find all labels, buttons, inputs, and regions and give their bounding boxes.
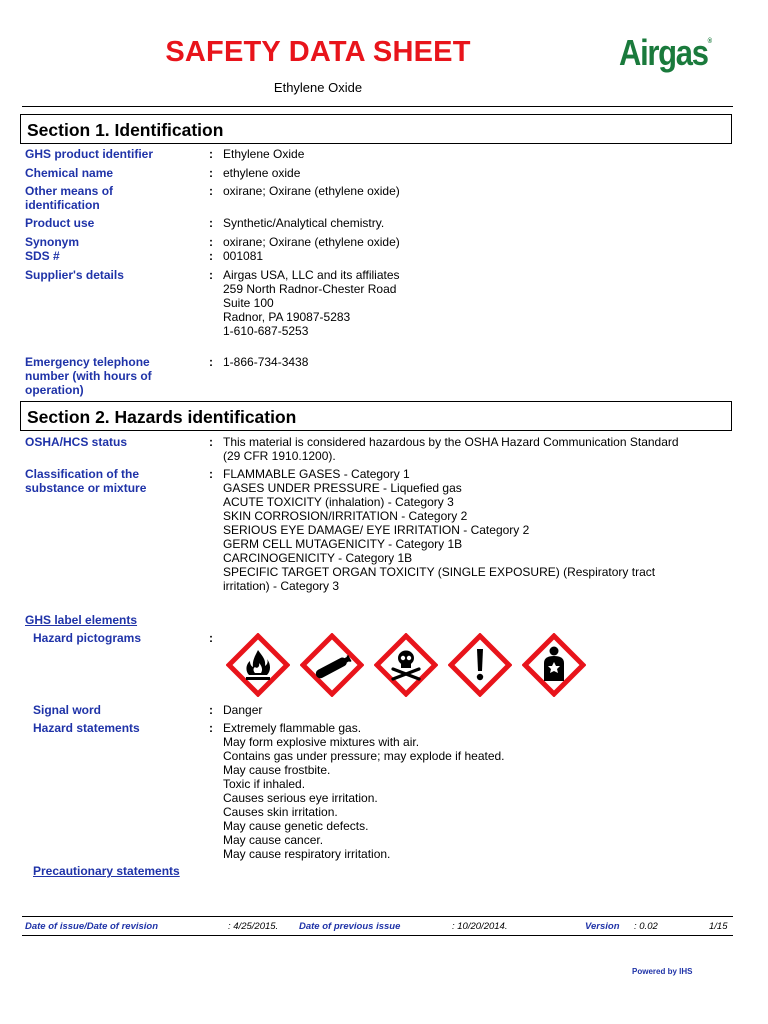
colon: : <box>209 184 213 198</box>
section2-heading: Section 2. Hazards identification <box>27 407 297 427</box>
classification-line: CARCINOGENICITY - Category 1B <box>223 551 413 565</box>
classification-line: GASES UNDER PRESSURE - Liquefied gas <box>223 481 462 495</box>
value-supplier-details <box>223 268 723 338</box>
colon: : <box>209 703 213 717</box>
colon: : <box>209 631 213 645</box>
label-product-use: Product use <box>25 216 95 230</box>
powered-by: Powered by IHS <box>632 967 693 976</box>
footer-previous-date: : 10/20/2014. <box>452 921 508 932</box>
footer-previous-label: Date of previous issue <box>299 921 401 932</box>
document-title: SAFETY DATA SHEET <box>165 36 471 68</box>
supplier-suite: Suite 100 <box>223 296 274 310</box>
footer-issue-label: Date of issue/Date of revision <box>25 921 159 932</box>
classification-line: FLAMMABLE GASES - Category 1 <box>223 467 410 481</box>
label-hazard-statements: Hazard statements <box>33 721 140 735</box>
label-ghs-product-identifier: GHS product identifier <box>25 147 154 161</box>
label-supplier-details: Supplier's details <box>25 268 124 282</box>
value-line: oxirane; Oxirane (ethylene oxide) <box>223 184 400 198</box>
value-line: oxirane; Oxirane (ethylene oxide) <box>223 235 400 249</box>
footer-version-value: : 0.02 <box>634 921 658 932</box>
footer-page-number: 1/15 <box>709 921 728 932</box>
hazard-statement: Contains gas under pressure; may explode if heated. <box>223 749 505 763</box>
classification-line: SERIOUS EYE DAMAGE/ EYE IRRITATION - Category 2 <box>223 523 530 537</box>
classification-line: irritation) - Category 3 <box>223 579 340 593</box>
value-ghs-product-identifier <box>223 147 723 161</box>
label-signal-word: Signal word <box>33 703 102 717</box>
value-classification <box>223 467 723 593</box>
flame-icon <box>226 633 290 697</box>
supplier-name: Airgas USA, LLC and its affiliates <box>223 268 400 282</box>
supplier-street: 259 North Radnor-Chester Road <box>223 282 397 296</box>
value-line: Ethylene Oxide <box>223 147 305 161</box>
registered-mark: ® <box>707 38 713 45</box>
health-hazard-icon <box>522 633 586 697</box>
value-line: This material is considered hazardous by the OSHA Hazard Communication Standard <box>223 435 679 449</box>
header-divider <box>22 106 733 107</box>
classification-line: ACUTE TOXICITY (inhalation) - Category 3 <box>223 495 454 509</box>
hazard-statement: May cause respiratory irritation. <box>223 847 391 861</box>
label-hazard-pictograms: Hazard pictograms <box>33 631 142 645</box>
footer-issue-date: : 4/25/2015. <box>228 921 279 932</box>
value-signal-word: Danger <box>223 703 263 717</box>
hazard-statement: May form explosive mixtures with air. <box>223 735 420 749</box>
colon: : <box>209 249 213 263</box>
value-line: 001081 <box>223 249 264 263</box>
hazard-statement: May cause genetic defects. <box>223 819 369 833</box>
value-other-means <box>223 184 723 198</box>
label-synonym: Synonym <box>25 235 80 249</box>
label-classification: Classification of the substance or mixture <box>25 467 147 495</box>
label-sds-number: SDS # <box>25 249 60 263</box>
hazard-statement: Causes skin irritation. <box>223 805 338 819</box>
colon: : <box>209 235 213 249</box>
section1-heading: Section 1. Identification <box>27 120 224 140</box>
colon: : <box>209 435 213 449</box>
airgas-logo <box>619 32 712 74</box>
value-sds-number <box>223 249 723 263</box>
value-product-use <box>223 216 723 230</box>
classification-line: GERM CELL MUTAGENICITY - Category 1B <box>223 537 463 551</box>
hazard-statement: Causes serious eye irritation. <box>223 791 378 805</box>
footer-bottom-divider <box>22 935 733 936</box>
hazard-statement: May cause frostbite. <box>223 763 331 777</box>
exclamation-mark-icon <box>448 633 512 697</box>
value-line: (29 CFR 1910.1200). <box>223 449 336 463</box>
gas-cylinder-icon <box>300 633 364 697</box>
supplier-city: Radnor, PA 19087-5283 <box>223 310 351 324</box>
colon: : <box>209 721 213 735</box>
section2-heading-box <box>20 401 732 431</box>
logo-text: Airgas <box>619 32 708 73</box>
ghs-label-elements-heading: GHS label elements <box>25 613 138 627</box>
label-chemical-name: Chemical name <box>25 166 114 180</box>
footer-version-label: Version <box>585 921 620 932</box>
label-other-means: Other means of identification <box>25 184 114 212</box>
colon: : <box>209 147 213 161</box>
value-hazard-statements <box>223 721 723 861</box>
classification-line: SKIN CORROSION/IRRITATION - Category 2 <box>223 509 468 523</box>
classification-line: SPECIFIC TARGET ORGAN TOXICITY (SINGLE EXPOSURE) (Respiratory tract <box>223 565 656 579</box>
value-line: ethylene oxide <box>223 166 301 180</box>
colon: : <box>209 355 213 369</box>
label-emergency-telephone: Emergency telephone number (with hours of operation) <box>25 355 152 397</box>
colon: : <box>209 216 213 230</box>
hazard-statement: Toxic if inhaled. <box>223 777 306 791</box>
value-line: 1-866-734-3438 <box>223 355 309 369</box>
hazard-statement: May cause cancer. <box>223 833 324 847</box>
product-subtitle: Ethylene Oxide <box>273 80 363 95</box>
value-osha-hcs-status <box>223 435 723 463</box>
value-emergency-telephone <box>223 355 723 369</box>
footer-divider <box>22 916 733 917</box>
value-synonym <box>223 235 723 249</box>
label-osha-hcs-status: OSHA/HCS status <box>25 435 128 449</box>
colon: : <box>209 166 213 180</box>
colon: : <box>209 268 213 282</box>
value-chemical-name <box>223 166 723 180</box>
supplier-phone: 1-610-687-5253 <box>223 324 309 338</box>
skull-crossbones-icon <box>374 633 438 697</box>
precautionary-statements-heading: Precautionary statements <box>33 864 180 878</box>
hazard-statement: Extremely flammable gas. <box>223 721 362 735</box>
value-line: Synthetic/Analytical chemistry. <box>223 216 385 230</box>
colon: : <box>209 467 213 481</box>
section1-heading-box <box>20 114 732 144</box>
